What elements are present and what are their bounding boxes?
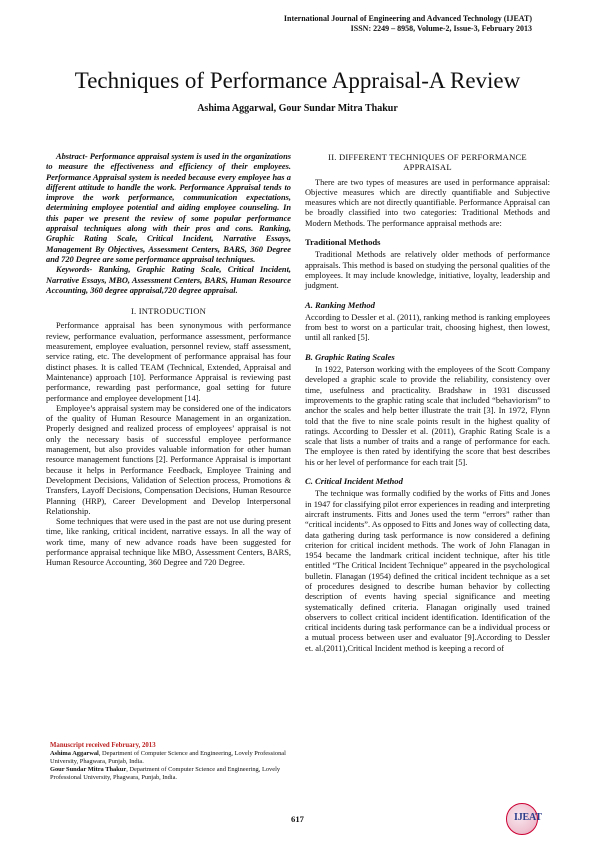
intro-paragraph-2: Employee’s appraisal system may be considered one of the indicators of the quality of Human Resource Management in an organization. Properly designed and realized process of employees’ appraisal is not only the necessary basis of successful employee performance management, but also provides valuable information for other human resource management functions [2]. Performance Appraisal is important because it helps in Performance Feedback, Employee Training and Development Decisions, Validation of Selection process, Promotions & Transfers, Layoff Decisions, Compensation Decisions, Human Resource Planning (HRP), Career Development and Develop Interpersonal Relationship. [46, 403, 291, 516]
author2-affiliation [50, 766, 290, 782]
author2-affil: , Department of Computer Science and Engineering, Lovely Professional University, Phagwara, Punjab, India. [50, 766, 281, 781]
issn-line: ISSN: 2249 – 8958, Volume-2, Issue-3, February 2013 [350, 24, 532, 33]
author1-affil: , Department of Computer Science and Engineering, Lovely Professional University, Phagwara, Punjab, India. [50, 750, 286, 765]
author-list: Ashima Aggarwal, Gour Sundar Mitra Thakur [197, 103, 398, 114]
critical-incident-heading: C. Critical Incident Method [305, 476, 403, 487]
critical-incident-text: The technique was formally codified by the works of Fitts and Jones in 1947 for classifying pilot error experiences in reading and interpreting aircraft instruments. Fitts and Jones used the term “errors” rather than “critical incidents”. As opposed to Fitts and Jones way of collecting data, data gathering during task performance is now considered a defining criterion for critical incident methods. The work of John Flanagan in 1954 became the landmark critical incident technique, after his title entitled “The Critical Incident Technique” appeared in the psychological bulletin. Flanagan (1954) defined the critical incident technique as a set of procedures designed to describe human behavior by collecting description of events having special significance and meeting systematically defined criteria. Flanagan originally used trained observers to collect critical incident identification. Identification of the critical incidents during task performance can be a individual process or a mutual process between user and evaluator [9].According to Dessler et. al.(2011),Critical Incident method is keeping a record of [305, 489, 550, 653]
manuscript-received: Manuscript received February, 2013 [50, 742, 156, 749]
ranking-method-text: According to Dessler et al. (2011), ranking method is ranking employees from best to worst on a particular trait, choosing highest, then lowest, until all ranked [5]. [305, 312, 550, 343]
logo-text: IJEAT [514, 812, 542, 823]
journal-name: International Journal of Engineering and Advanced Technology (IJEAT) [283, 14, 532, 23]
section-heading-techniques: II. DIFFERENT TECHNIQUES OF PERFORMANCE APPRAISAL [328, 152, 527, 173]
ranking-method-heading: A. Ranking Method [305, 299, 375, 310]
techniques-intro: There are two types of measures are used in performance appraisal: Objective measures which are directly quantifiable and Subjective measures which are not directly quantifiable. Performance Appraisal can be broadly classified into two categories: Traditional Methods and Modern Methods. The performance appraisal methods are: [305, 177, 550, 228]
footnote [50, 742, 290, 782]
graphic-rating-text: In 1922, Paterson working with the employees of the Scott Company developed a graphic scale to provide the reliability, consistency over time, usefulness and practicality. Bradshaw in 1931 discussed improvements to the graphic rating scale that included “behaviorism” to anchor the scales and help better illustrate the trait [3]. In 1972, Flynn told that the five to nine scale points result in the highest quality of ratings. According to Dessler et al. (2011), Graphic Rating Scale is a scale that lists a number of traits and a range of performance for each. The employee is then rated by identifying the score that best describes his or her level of performance for each trait [5]. [305, 365, 550, 467]
journal-logo [500, 801, 550, 835]
left-column [46, 152, 291, 569]
journal-header [284, 14, 532, 34]
keywords: Keywords- Ranking, Graphic Rating Scale, Critical Incident, Narrative Essays, MBO, Assessment Centers, BARS, Human Resource Accounting, 360 degree appraisal,720 degree appraisal. [46, 265, 291, 295]
author1-affiliation [50, 750, 290, 766]
author2-name: Gour Sundar Mitra Thakur [50, 766, 127, 773]
graphic-rating-heading: B. Graphic Rating Scales [305, 351, 395, 362]
traditional-methods-text: Traditional Methods are relatively older methods of performance appraisals. This method is based on studying the personal qualities of the employees. It may include knowledge, initiative, loyalty, leadership and judgment. [305, 250, 550, 291]
right-column [305, 152, 550, 654]
paper-title: Techniques of Performance Appraisal-A Review [74, 68, 521, 94]
abstract: Abstract- Performance appraisal system is used in the organizations to measure the effectiveness and efficiency of their employees. Performance Appraisal system is needed because every employee has a different attitude to handle the work. Performance Appraisal tends to improve the work performance, communication expectations, determining employee potential and aiding employee counseling. In this paper we present the review of some popular performance appraisal techniques along with their pros and cons. Ranking, Graphic Rating Scale, Critical Incident, Narrative Essays, Management By Objectives, Assessment Centers, BARS, 360 Degree and 720 Degree are some performance appraisal techniques. [46, 152, 291, 264]
section-heading-introduction: I. INTRODUCTION [130, 306, 207, 317]
intro-paragraph-1: Performance appraisal has been synonymous with performance review, performance evaluation, performance assessment, performance measurement, employee evaluation, personnel review, staff assessment, service rating, etc. The development of performance appraisal has four distinct phases. It is called TEAM (Technical, Extended, Appraisal and Maintenance) approach [10]. Performance Appraisal is reviewing past performance, rewarding past performance, goal setting for future performance and employee development [14]. [46, 321, 291, 403]
intro-paragraph-3: Some techniques that were used in the past are not use during present time, like ranking, critical incident, narrative essays. In all the way of work time, many of new advance roads have been suggested for performance appraisal technique like MBO, Assessment Centers, BARS, Human Resource Accounting, 360 Degree and 720 Degree. [46, 517, 291, 568]
traditional-methods-heading: Traditional Methods [305, 237, 381, 248]
author1-name: Ashima Aggarwal [50, 750, 99, 757]
page-number: 617 [291, 814, 304, 824]
